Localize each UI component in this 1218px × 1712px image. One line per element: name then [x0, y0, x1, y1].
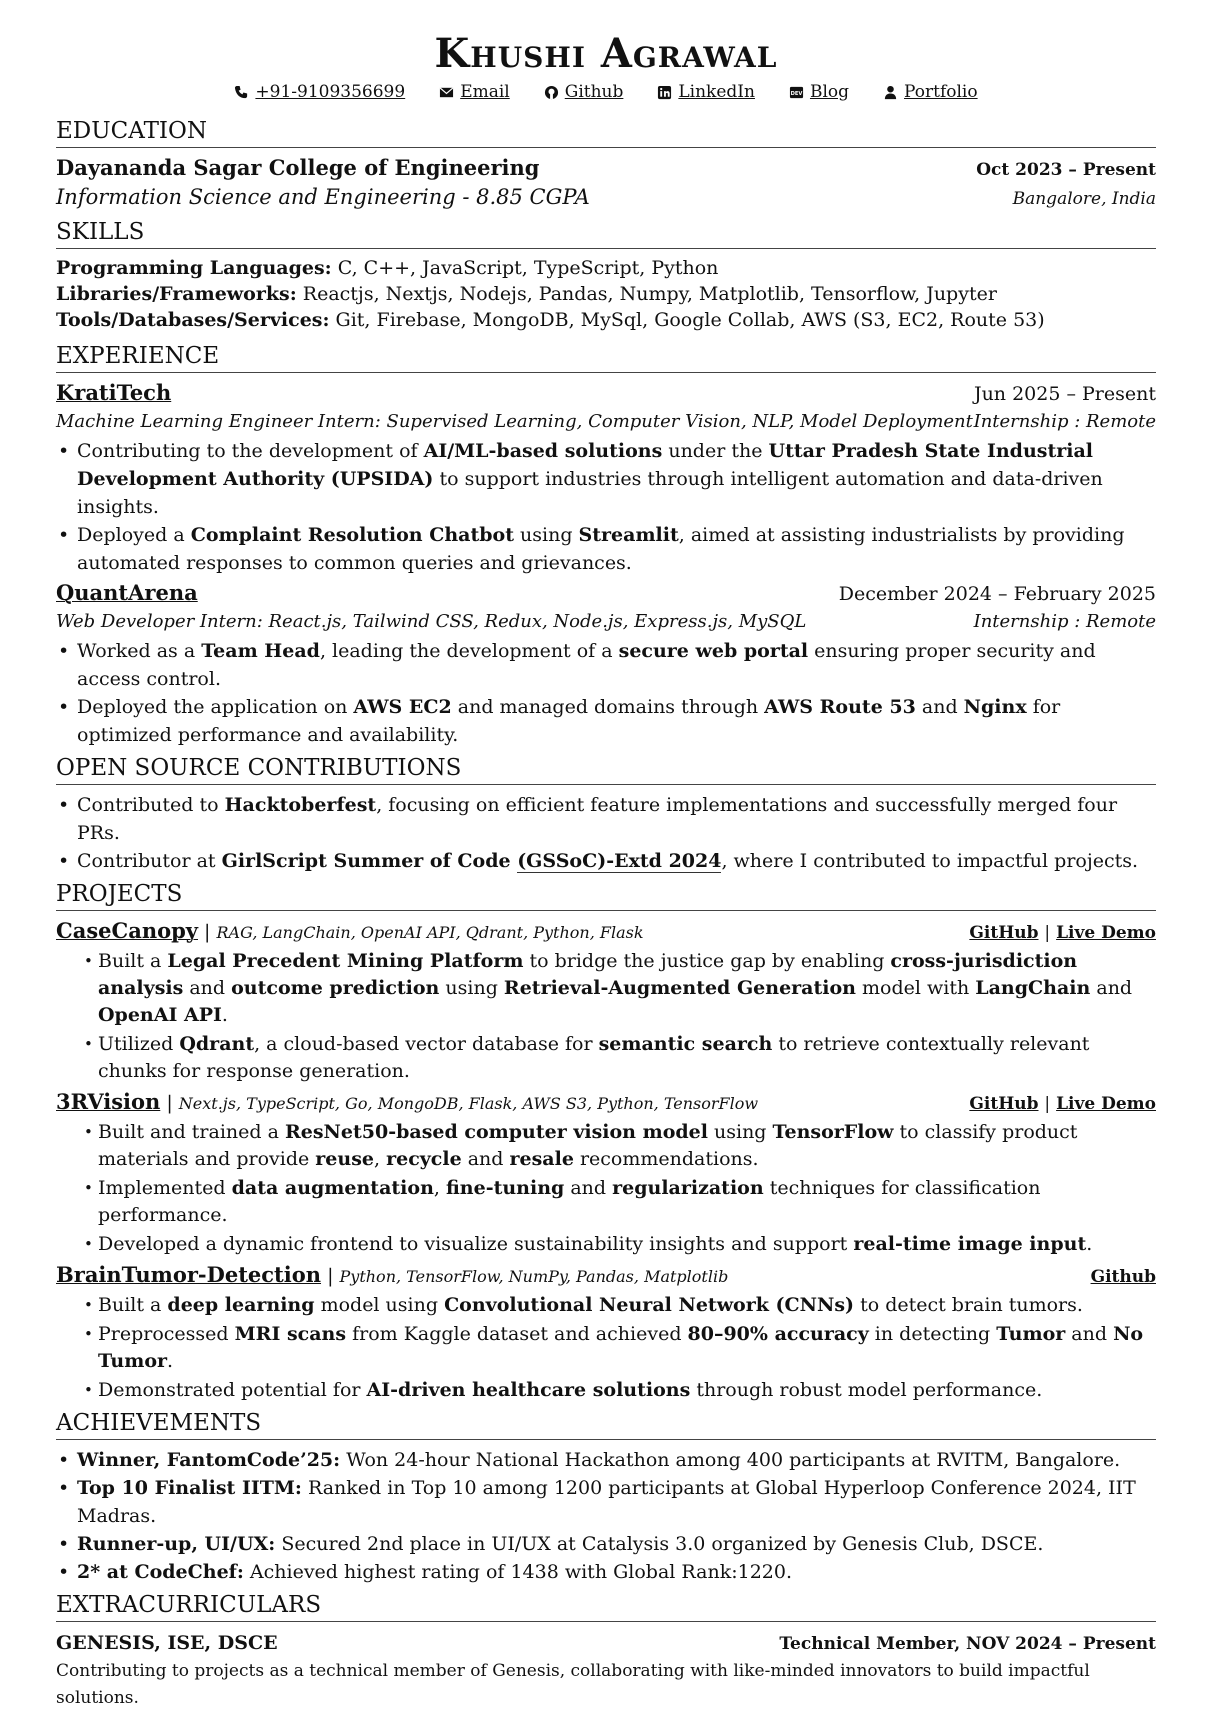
job-type: Internship : Remote — [973, 611, 1156, 632]
project-tech: Next.js, TypeScript, Go, MongoDB, Flask, AWS S3, Python, TensorFlow — [178, 1094, 759, 1113]
project-tech: Python, TensorFlow, NumPy, Pandas, Matplotlib — [339, 1267, 729, 1286]
project-bullet: • Built and trained a ResNet50-based computer vision model using TensorFlow to classify product materials and provide reuse, recycle and resale recommendations. — [56, 1119, 1156, 1173]
extracurricular-role: Technical Member, NOV 2024 – Present — [779, 1634, 1156, 1654]
linkedin-link[interactable] — [657, 80, 755, 104]
skills-title: SKILLS — [56, 217, 1156, 249]
project-name[interactable]: BrainTumor-Detection — [56, 1262, 322, 1287]
experience-title: EXPERIENCE — [56, 341, 1156, 373]
education-section — [56, 116, 1156, 213]
achievement-item: • Runner-up, UI/UX: Secured 2nd place in UI/UX at Catalysis 3.0 organized by Genesis Club, DSCE. — [56, 1530, 1156, 1558]
job-bullet: • Contributing to the development of AI/ML-based solutions under the Uttar Pradesh State Industrial Development Authority (UPSIDA) to support industries through intelligent automation and data-driven insights. — [56, 437, 1156, 521]
project-bullet: • Implemented data augmentation, fine-tuning and regularization techniques for classification performance. — [56, 1175, 1156, 1229]
linkedin-icon — [657, 85, 672, 100]
achievement-item: • 2* at CodeChef: Achieved highest rating of 1438 with Global Rank:1220. — [56, 1558, 1156, 1586]
skill-label: Tools/Databases/Services: — [56, 309, 330, 331]
phone-icon — [234, 85, 249, 100]
portfolio-label: Portfolio — [904, 82, 978, 102]
institution-name: Dayananda Sagar College of Engineering — [56, 155, 540, 180]
linkedin-label: LinkedIn — [678, 82, 755, 102]
skill-row — [56, 281, 1156, 307]
skill-value: C, C++, JavaScript, TypeScript, Python — [331, 257, 719, 279]
project-casecanopy: CaseCanopy | RAG, LangChain, OpenAI API, Qdrant, Python, Flask GitHub | Live Demo • Built a Legal Precedent Mining Platform to bridge the justice gap by enabling cross-jurisdiction analysis and outcome prediction using Retrieval-Augmented Generation model with LangChain and OpenAI API. • Utilized Qdrant, a cloud-based vector database for semantic search to retrieve contextually relevant chunks for response generation. — [56, 917, 1156, 1085]
project-name[interactable]: 3RVision — [56, 1089, 161, 1114]
project-bullet: • Demonstrated potential for AI-driven healthcare solutions through robust model performance. — [56, 1377, 1156, 1404]
phone-label: +91-9109356699 — [255, 82, 406, 102]
projects-section — [56, 879, 1156, 1404]
job-org[interactable]: KratiTech — [56, 380, 172, 405]
extracurriculars-title: EXTRACURRICULARS — [56, 1590, 1156, 1622]
blog-label: Blog — [809, 82, 850, 102]
achievement-item: • Winner, FantomCode’25: Won 24-hour National Hackathon among 400 participants at RVITM, Bangalore. — [56, 1446, 1156, 1474]
resume-page — [56, 30, 1156, 1712]
projects-title: PROJECTS — [56, 879, 1156, 911]
separator: | — [166, 1092, 173, 1114]
job-bullet: • Worked as a Team Head, leading the development of a secure web portal ensuring proper security and access control. — [56, 637, 1156, 693]
dev-icon — [789, 85, 804, 100]
degree: Information Science and Engineering - 8.85 CGPA — [56, 185, 590, 209]
project-bullet: • Built a Legal Precedent Mining Platform to bridge the justice gap by enabling cross-jurisdiction analysis and outcome prediction using Retrieval-Augmented Generation model with LangChain and OpenAI API. — [56, 948, 1156, 1029]
skill-label: Programming Languages: — [56, 257, 332, 279]
education-location: Bangalore, India — [1012, 189, 1156, 209]
job-kratitech — [56, 379, 1156, 577]
project-3rvision: 3RVision | Next.js, TypeScript, Go, MongoDB, Flask, AWS S3, Python, TensorFlow GitHub | Live Demo • Built and trained a ResNet50-based computer vision model using TensorFlow to classify product materials and provide reuse, recycle and resale recommendations. • Implemented data augmentation, fine-tuning and regularization techniques for classification performance. • Developed a dynamic frontend to visualize sustainability insights and support real-time image input. — [56, 1088, 1156, 1258]
skill-label: Libraries/Frameworks: — [56, 283, 297, 305]
github-link[interactable] — [544, 80, 624, 104]
project-bullet: • Utilized Qdrant, a cloud-based vector database for semantic search to retrieve contextually relevant chunks for response generation. — [56, 1031, 1156, 1085]
skill-row — [56, 307, 1156, 333]
skill-value: Reactjs, Nextjs, Nodejs, Pandas, Numpy, Matplotlib, Tensorflow, Jupyter — [296, 283, 997, 305]
project-braintumor — [56, 1261, 1156, 1404]
job-dates: Jun 2025 – Present — [973, 383, 1156, 405]
gssoc-link[interactable]: (GSSoC)-Extd 2024 — [517, 850, 722, 872]
extracurricular-desc: Contributing to projects as a technical member of Genesis, collaborating with like-minded innovators to build impactful solutions. — [56, 1661, 1090, 1708]
contact-bar — [56, 80, 1156, 104]
phone-link[interactable] — [234, 80, 405, 104]
project-name[interactable]: CaseCanopy — [56, 918, 198, 943]
skill-value: Git, Firebase, MongoDB, MySql, Google Collab, AWS (S3, EC2, Route 53) — [329, 309, 1045, 331]
job-bullet: • Deployed a Complaint Resolution Chatbot using Streamlit, aimed at assisting industrialists by providing automated responses to common queries and grievances. — [56, 521, 1156, 577]
skills-section — [56, 217, 1156, 333]
svg-text:DEV: DEV — [790, 90, 803, 97]
portfolio-link[interactable] — [883, 80, 978, 104]
project-tech: RAG, LangChain, OpenAI API, Qdrant, Python, Flask — [216, 923, 644, 942]
achievements-section — [56, 1408, 1156, 1586]
separator: | — [204, 921, 211, 943]
envelope-icon — [439, 85, 454, 100]
open-source-title: OPEN SOURCE CONTRIBUTIONS — [56, 753, 1156, 785]
job-org[interactable]: QuantArena — [56, 580, 198, 605]
extracurricular-org: GENESIS, ISE, DSCE — [56, 1632, 278, 1654]
project-bullet: • Developed a dynamic frontend to visualize sustainability insights and support real-time image input. — [56, 1231, 1156, 1258]
github-link[interactable]: GitHub — [969, 1094, 1039, 1114]
job-role: Web Developer Intern: React.js, Tailwind CSS, Redux, Node.js, Express.js, MySQL — [56, 611, 807, 632]
project-bullet: • Built a deep learning model using Convolutional Neural Network (CNNs) to detect brain tumors. — [56, 1292, 1156, 1319]
email-label: Email — [460, 82, 510, 102]
achievement-item: • Top 10 Finalist IITM: Ranked in Top 10 among 1200 participants at Global Hyperloop Conference 2024, IIT Madras. — [56, 1474, 1156, 1530]
skill-row — [56, 255, 1156, 281]
experience-section — [56, 341, 1156, 749]
job-bullet: • Deployed the application on AWS EC2 and managed domains through AWS Route 53 and Nginx for optimized performance and availability. — [56, 693, 1156, 749]
github-link[interactable]: GitHub — [969, 923, 1039, 943]
user-icon — [883, 85, 898, 100]
project-bullet: • Preprocessed MRI scans from Kaggle dataset and achieved 80–90% accuracy in detecting Tumor and No Tumor. — [56, 1321, 1156, 1375]
open-source-bullet: • Contributed to Hacktoberfest, focusing on efficient feature implementations and successfully merged four PRs. — [56, 791, 1156, 847]
github-label: Github — [564, 82, 624, 102]
education-dates: Oct 2023 – Present — [976, 160, 1156, 180]
live-demo-link[interactable]: Live Demo — [1056, 1094, 1156, 1114]
live-demo-link[interactable]: Live Demo — [1056, 923, 1156, 943]
open-source-section — [56, 753, 1156, 875]
job-role: Machine Learning Engineer Intern: Supervised Learning, Computer Vision, NLP, Model Deployment — [56, 411, 973, 432]
separator: | — [327, 1265, 334, 1287]
github-link[interactable]: Github — [1090, 1267, 1156, 1287]
candidate-name: Khushi Agrawal — [434, 30, 778, 77]
open-source-bullet: • Contributor at GirlScript Summer of Code (GSSoC)-Extd 2024, where I contributed to impactful projects. — [56, 847, 1156, 875]
education-title: EDUCATION — [56, 116, 1156, 148]
extracurriculars-section — [56, 1590, 1156, 1712]
job-type: Internship : Remote — [973, 411, 1156, 432]
blog-link[interactable] — [789, 80, 849, 104]
email-link[interactable] — [439, 80, 510, 104]
job-dates: December 2024 – February 2025 — [838, 583, 1156, 605]
github-icon — [544, 85, 559, 100]
achievements-title: ACHIEVEMENTS — [56, 1408, 1156, 1440]
job-quantarena — [56, 579, 1156, 749]
